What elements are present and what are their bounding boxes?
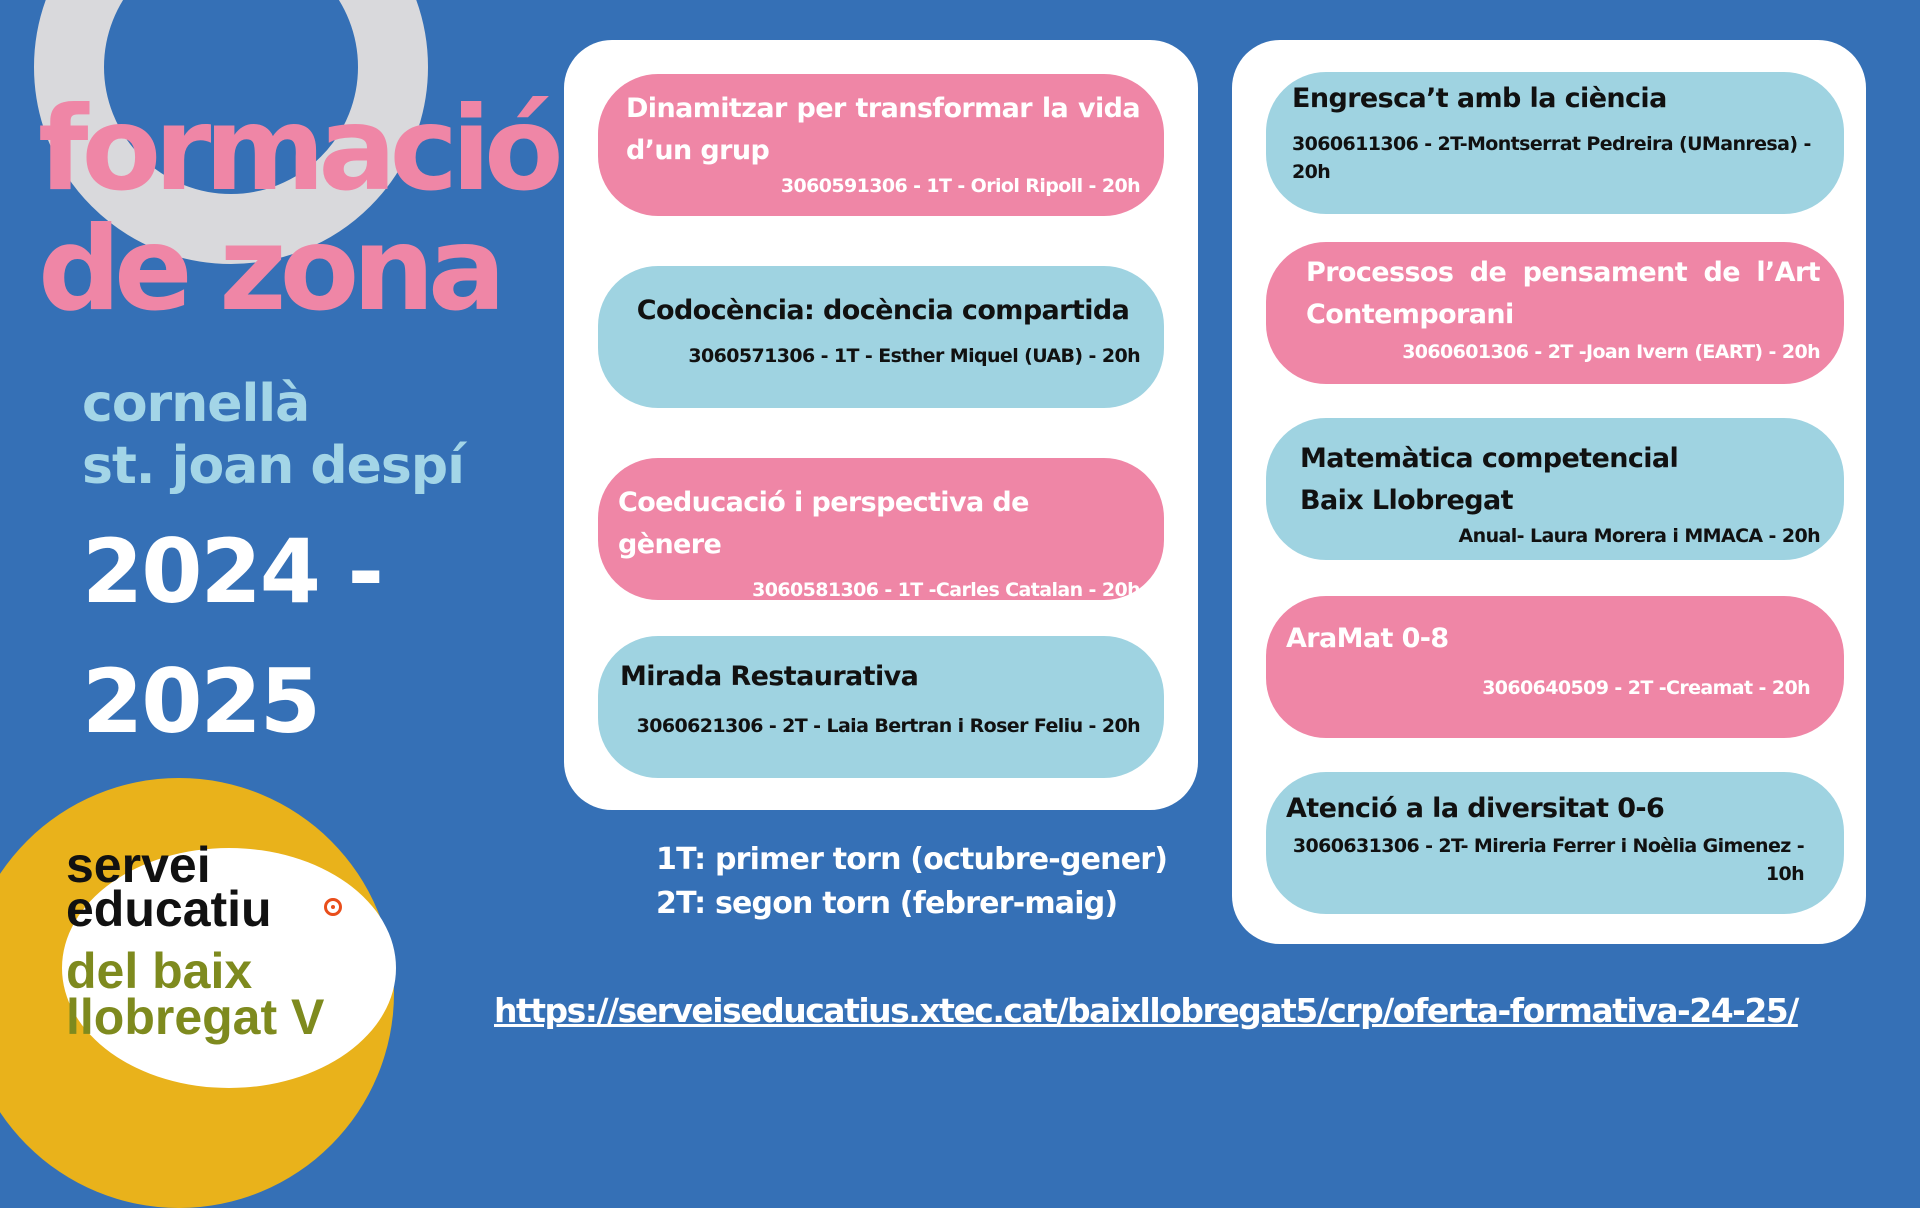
logo-text-line-1: servei <box>66 837 211 893</box>
year-line-2: 2025 <box>82 650 319 753</box>
course-detail: 3060631306 - 2T- Mireria Ferrer i Noèlia Gimenez - 10h <box>1292 835 1804 885</box>
logo-text-line-2: educatiu <box>66 881 272 937</box>
course-card[interactable] <box>1266 772 1844 914</box>
course-title: Atenció a la diversitat 0-6 <box>1286 793 1665 824</box>
course-title: AraMat 0-8 <box>1286 623 1449 654</box>
course-card[interactable] <box>1266 72 1844 214</box>
logo-text-line-4: llobregat V <box>66 989 325 1045</box>
course-title: Coeducació i perspectiva de gènere <box>618 487 1029 560</box>
course-title: Processos de pensament de l’Art Contemporani <box>1306 257 1820 330</box>
course-title: Dinamitzar per transformar la vida d’un grup <box>626 93 1140 166</box>
course-card[interactable] <box>1266 242 1844 384</box>
place-line-1: cornellà <box>82 374 310 434</box>
course-card[interactable] <box>598 458 1164 600</box>
course-detail: 3060581306 - 1T -Carles Catalan - 20h <box>752 579 1140 601</box>
course-title: Mirada Restaurativa <box>620 661 919 692</box>
term-legend <box>656 838 1167 926</box>
offer-url-link[interactable]: https://serveiseducatius.xtec.cat/baixllobregat5/crp/oferta-formativa-24-25/ <box>494 991 1798 1030</box>
course-card[interactable] <box>598 74 1164 216</box>
course-detail: 3060571306 - 1T - Esther Miquel (UAB) - 20h <box>688 345 1140 367</box>
course-detail: 3060601306 - 2T -Joan Ivern (EART) - 20h <box>1402 341 1820 363</box>
course-title: Engresca’t amb la ciència <box>1292 83 1667 114</box>
legend-line-2: 2T: segon torn (febrer-maig) <box>656 886 1118 921</box>
logo-target-icon <box>324 898 342 916</box>
course-detail: 3060591306 - 1T - Oriol Ripoll - 20h <box>780 175 1140 197</box>
course-title: Matemàtica competencial Baix Llobregat <box>1300 443 1679 516</box>
course-detail: 3060621306 - 2T - Laia Bertran i Roser Feliu - 20h <box>636 715 1140 737</box>
course-title: Codocència: docència compartida <box>636 295 1130 326</box>
course-card[interactable] <box>598 636 1164 778</box>
title-line-1: formació <box>38 82 557 217</box>
course-card[interactable] <box>1266 418 1844 560</box>
logo-text-line-3: del baix <box>66 943 253 999</box>
course-card[interactable] <box>598 266 1164 408</box>
course-detail: 3060611306 - 2T-Montserrat Pedreira (UManresa) - 20h <box>1292 133 1811 183</box>
year-line-1: 2024 - <box>82 520 383 623</box>
title-line-2: de zona <box>38 202 500 337</box>
course-detail: Anual- Laura Morera i MMACA - 20h <box>1458 525 1820 547</box>
place-line-2: st. joan despí <box>82 436 464 496</box>
course-detail: 3060640509 - 2T -Creamat - 20h <box>1482 677 1810 699</box>
legend-line-1: 1T: primer torn (octubre-gener) <box>656 842 1168 877</box>
course-card[interactable] <box>1266 596 1844 738</box>
